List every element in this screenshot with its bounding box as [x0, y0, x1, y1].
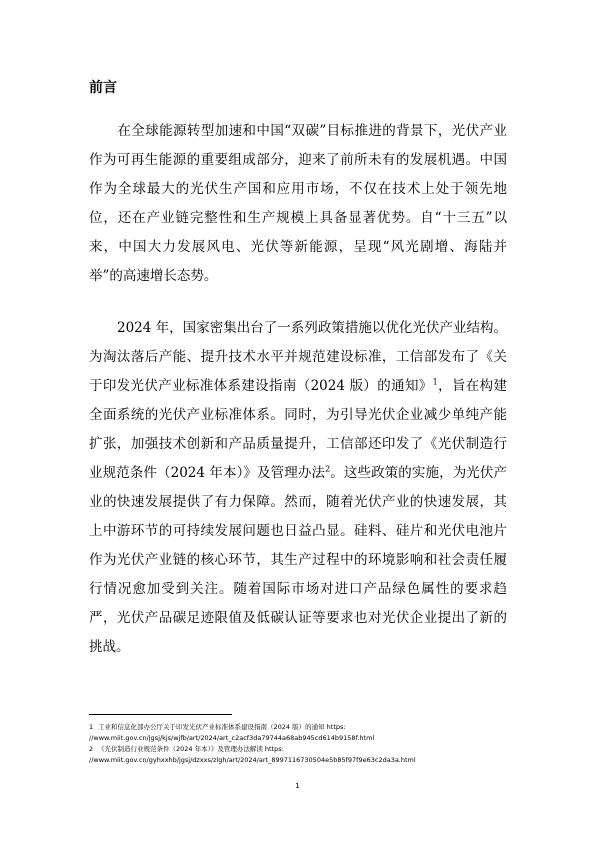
footnote-1-title: 工业和信息化部办公厅关于印发光伏产业标准体系建设指南（2024 版）的通知 https: [98, 723, 346, 731]
paragraph-1-text: 在全球能源转型加速和中国“双碳”目标推进的背景下，光伏产业作为可再生能源的重要组成部分，迎来了前所未有的发展机遇。中国作为全球最大的光伏生产国和应用市场，不仅在技术上处于领先地位，还在产业链完整性和生产规模上具备显著优势。自“十三五”以来，中国大力发展风电、光伏等新能源，呈现“风光剧增、海陆并举”的高速增长态势。 [89, 123, 507, 284]
paragraph-1 [89, 117, 507, 291]
paragraph-2-text-a: 2024 年，国家密集出台了一系列政策措施以优化光伏产业结构。为淘汰落后产能、提升技术水平并规范建设标准，工信部发布了《关于印发光伏产业标准体系建设指南（2024 版）的通知》 [89, 320, 507, 394]
footnote-1-link[interactable]: //www.miit.gov.cn/jgsj/kjs/wjfb/art/2024/art_c2acf3da79744a68ab945cd614b9158f.html [89, 734, 375, 742]
footnotes [89, 722, 509, 766]
footnote-2-title: 《光伏制造行业规范条件（2024 年本）》及管理办法解读 https: [98, 745, 284, 753]
footnote-divider [89, 714, 232, 715]
footnote-1-mark: 1 [89, 723, 94, 731]
page-number: 1 [295, 782, 300, 790]
footnote-1-line-1 [89, 722, 509, 733]
paragraph-2-text-c: 。这些政策的实施，为光伏产业的快速发展提供了有力保障。然而，随着光伏产业的快速发展，其上中游环节的可持续发展问题也日益凸显。硅料、硅片和光伏电池片作为光伏产业链的核心环节，其生产过程中的环境影响和社会责任履行情况愈加受到关注。随着国际市场对进口产品绿色属性的要求趋严，光伏产品碳足迹限值及低碳认证等要求也对光伏企业提出了新的挑战。 [89, 465, 508, 655]
paragraph-2-text-b: ，旨在构建全面系统的光伏产业标准体系。同时，为引导光伏企业减少单纯产能扩张，加强技术创新和产品质量提升，工信部还印发了《光伏制造行业规范条件（2024 年本）》及管理办法 [89, 378, 507, 481]
footnote-ref-2[interactable]: 2 [325, 464, 331, 474]
section-heading: 前言 [89, 80, 117, 96]
footnote-2-mark: 2 [89, 745, 94, 753]
paragraph-2 [89, 314, 507, 662]
footnote-ref-1[interactable]: 1 [432, 377, 438, 387]
footnote-2-line-1 [89, 744, 509, 755]
footnote-2-link[interactable]: //www.miit.gov.cn/gyhxxhb/jgsj/dzxxs/zlgh/art/2024/art_8997116730504e5b85f97f9e63c2da3a.html [89, 756, 416, 764]
